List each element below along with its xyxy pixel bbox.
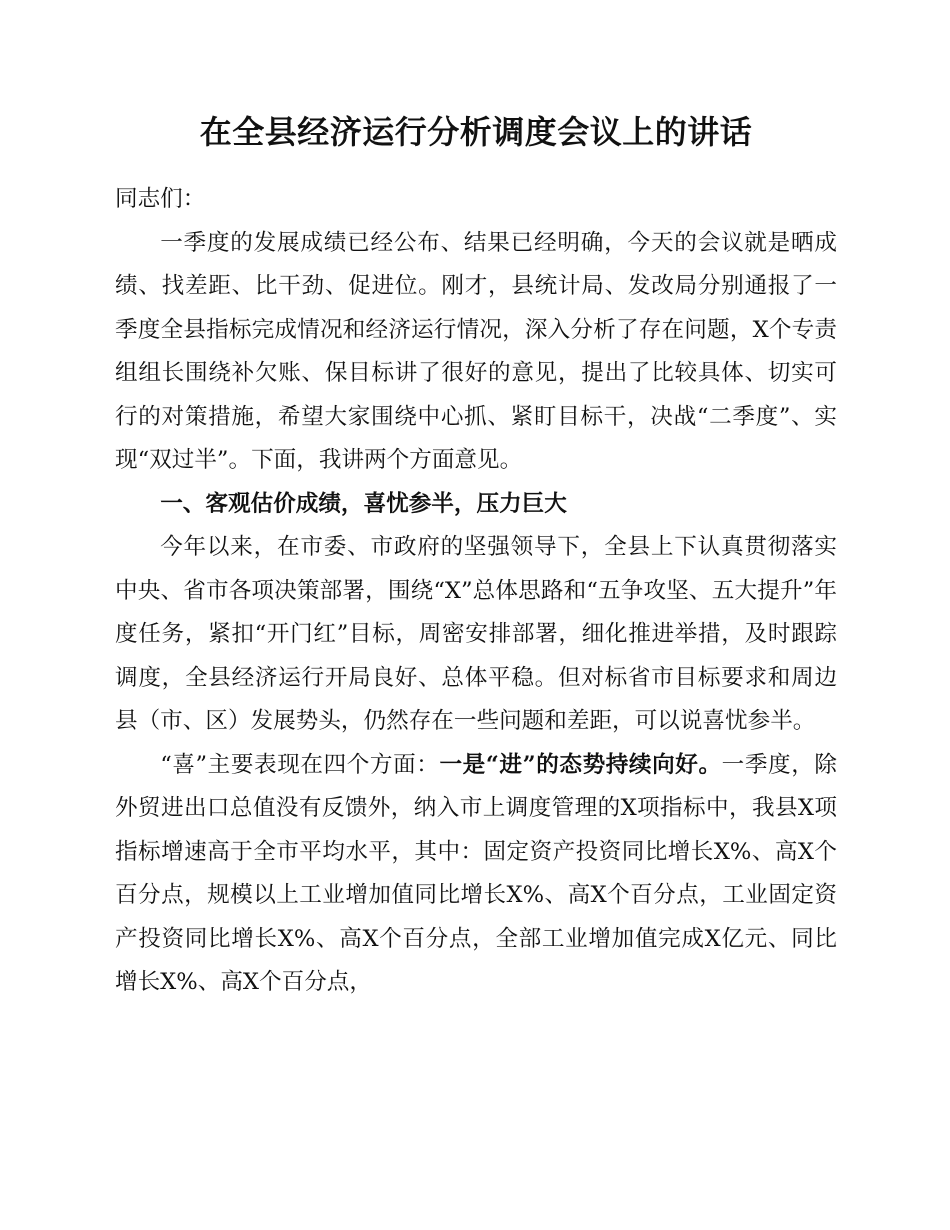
section-heading: 一、客观估价成绩，喜忧参半，压力巨大 (160, 490, 567, 517)
document-page (115, 108, 837, 1005)
document-title: 在全县经济运行分析调度会议上的讲话 (199, 113, 753, 151)
section-paragraph: 今年以来，在市委、市政府的坚强领导下，全县上下认真贯彻落实中央、省市各项决策部署，围绕“X”总体思路和“五争攻坚、五大提升”年度任务，紧扣“开门红”目标，周密安排部署，细化推进举措，及时跟踪调度，全县经济运行开局良好、总体平稳。但对标省市目标要求和周边县（市、区）发展势头，仍然存在一些问题和差距，可以说喜忧参半。 (115, 534, 837, 734)
salutation: 同志们： (115, 186, 206, 212)
highlights-lead: “喜”主要表现在四个方面： (160, 751, 440, 778)
highlights-paragraph (115, 744, 837, 1005)
highlights-body: 一季度，除外贸进出口总值没有反馈外，纳入市上调度管理的X项指标中，我县X项指标增速高于全市平均水平，其中：固定资产投资同比增长X%、高X个百分点，规模以上工业增加值同比增长X%、高X个百分点，工业固定资产投资同比增长X%、高X个百分点，全部工业增加值完成X亿元、同比增长X%、高X个百分点， (115, 751, 837, 995)
intro-paragraph: 一季度的发展成绩已经公布、结果已经明确，今天的会议就是晒成绩、找差距、比干劲、促进位。刚才，县统计局、发改局分别通报了一季度全县指标完成情况和经济运行情况，深入分析了存在问题，X个专责组组长围绕补欠账、保目标讲了很好的意见，提出了比较具体、切实可行的对策措施，希望大家围绕中心抓、紧盯目标干，决战“二季度”、实现“双过半”。下面，我讲两个方面意见。 (115, 229, 837, 473)
highlights-bold-point: 一是“进”的态势持续向好。 (439, 751, 722, 778)
